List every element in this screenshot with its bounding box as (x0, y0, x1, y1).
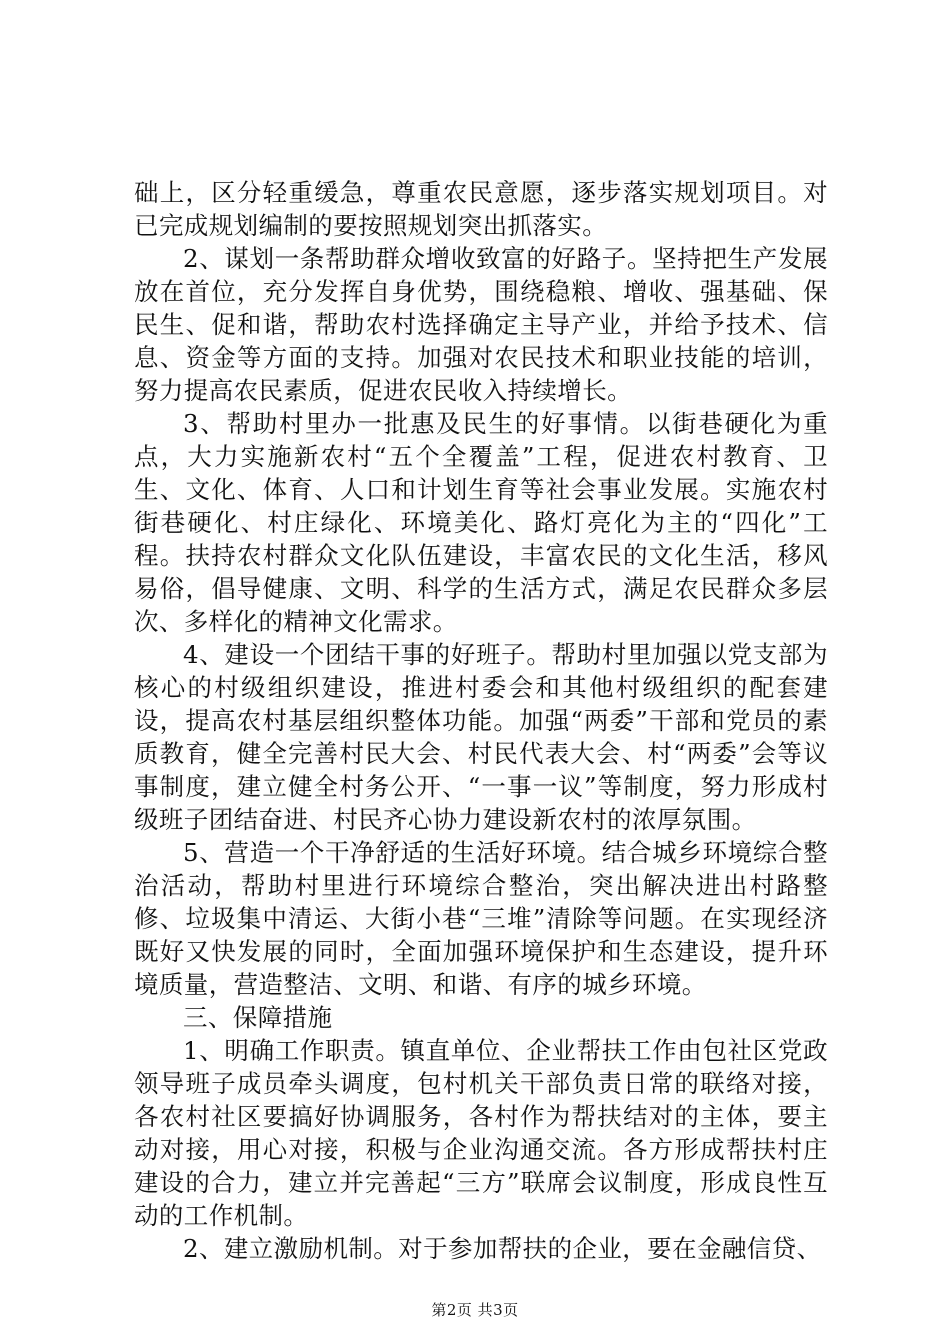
section-heading: 三、保障措施 (183, 1003, 333, 1032)
paragraph-measure-1: 1、明确工作职责。镇直单位、企业帮扶工作由包社区党政领导班子成员牵头调度，包村机关干部负责日常的联络对接，各农村社区要搞好协调服务，各村作为帮扶结对的主体，要主动对接，用心对接，积极与企业沟通交流。各方形成帮扶村庄建设的合力，建立并完善起“三方”联席会议制度，形成良性互动的工作机制。 (134, 1036, 828, 1230)
document-body (134, 176, 828, 1265)
paragraph-continuation: 础上，区分轻重缓急，尊重农民意愿，逐步落实规划项目。对已完成规划编制的要按照规划突出抓落实。 (134, 178, 828, 240)
page-number-footer: 第2页 共3页 (431, 1301, 519, 1319)
paragraph-item-5: 5、营造一个干净舒适的生活好环境。结合城乡环境综合整治活动，帮助村里进行环境综合整治，突出解决进出村路整修、垃圾集中清运、大街小巷“三堆”清除等问题。在实现经济既好又快发展的同时，全面加强环境保护和生态建设，提升环境质量，营造整洁、文明、和谐、有序的城乡环境。 (134, 838, 828, 999)
paragraph-item-3: 3、帮助村里办一批惠及民生的好事情。以街巷硬化为重点，大力实施新农村“五个全覆盖”工程，促进农村教育、卫生、文化、体育、人口和计划生育等社会事业发展。实施农村街巷硬化、村庄绿化、环境美化、路灯亮化为主的“四化”工程。扶持农村群众文化队伍建设，丰富农民的文化生活，移风易俗，倡导健康、文明、科学的生活方式，满足农民群众多层次、多样化的精神文化需求。 (134, 409, 828, 636)
paragraph-item-2: 2、谋划一条帮助群众增收致富的好路子。坚持把生产发展放在首位，充分发挥自身优势，围绕稳粮、增收、强基础、保民生、促和谐，帮助农村选择确定主导产业，并给予技术、信息、资金等方面的支持。加强对农民技术和职业技能的培训，努力提高农民素质，促进农民收入持续增长。 (134, 244, 828, 405)
paragraph-item-4: 4、建设一个团结干事的好班子。帮助村里加强以党支部为核心的村级组织建设，推进村委会和其他村级组织的配套建设，提高农村基层组织整体功能。加强“两委”干部和党员的素质教育，健全完善村民大会、村民代表大会、村“两委”会等议事制度，建立健全村务公开、“一事一议”等制度，努力形成村级班子团结奋进、村民齐心协力建设新农村的浓厚氛围。 (134, 640, 828, 834)
paragraph-measure-2: 2、建立激励机制。对于参加帮扶的企业，要在金融信贷、 (183, 1234, 822, 1263)
